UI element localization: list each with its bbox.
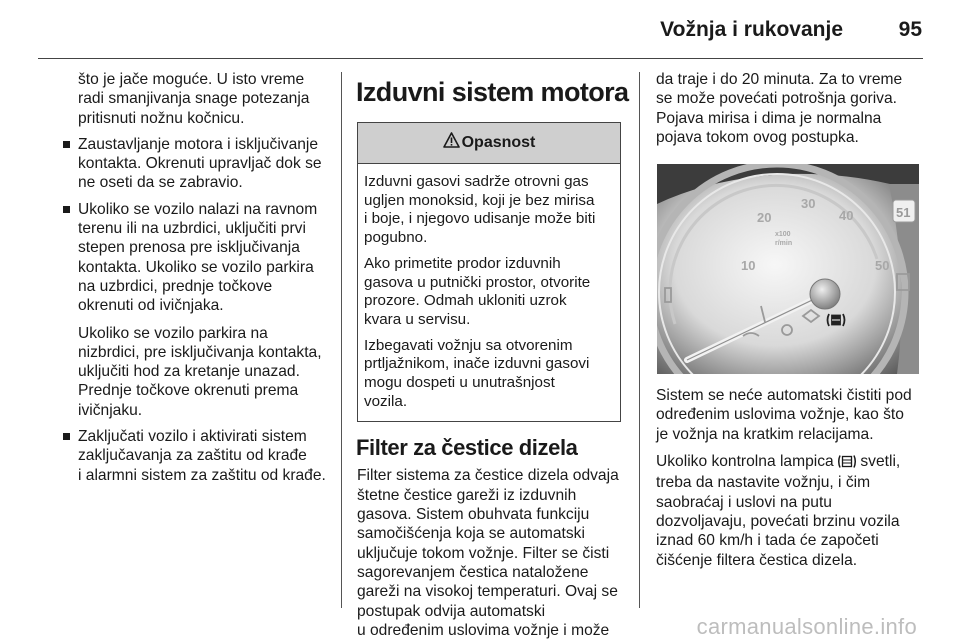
header-rule [38,58,923,59]
list-item-text: Zaustavljanje motora i isključivanje kontakta. Okrenuti upravljač dok se ne oseti da se zabravio. [78,135,322,192]
warning-lamp-paragraph [656,452,926,570]
danger-paragraph: Ako primetite prodor izduvnih gasova u putnički prostor, otvorite prozore. Odmah ukloniti uzrok kvara u servisu. [364,254,591,328]
gauge-unit: x100 [775,231,791,239]
warning-triangle-icon [443,132,460,153]
warning-lamp-text-rest: treba da nastavite vožnju, i čim saobraćaj i uslovi na putu dozvoljavaju, povećati brzinu vozila iznad 60 km/h i tada će započeti čišćenje filtera čestica dizela. [656,474,900,569]
diesel-particle-filter-icon [838,454,856,473]
danger-body [358,164,620,421]
list-item-lock-vehicle [62,427,328,485]
bullet-icon [63,433,70,440]
gauge-number: 40 [839,208,854,224]
chapter-title: Vožnja i rukovanje [660,18,843,41]
list-item-subtext: Ukoliko se vozilo parkira na nizbrdici, pre isključivanja kontakta, uključiti hod za kretanje unazad. Prednje točkove okrenuti prema ivičnjaku. [78,324,322,419]
continued-paragraph: da traje i do 20 minuta. Za to vreme se može povećati potrošnja goriva. Pojava mirisa i dima je normalna pojava tokom ovog postupka. [656,71,903,146]
warning-lamp-text-start: Ukoliko kontrolna lampica [656,453,834,471]
list-item-text: Zaključati vozilo i aktivirati sistem zaključavanja za zaštitu od krađe i alarmni sistem za zaštitu od krađe. [78,428,326,484]
gauge-unit-sub: r/min [775,240,793,248]
list-item-ignition-off [62,135,328,193]
page-number: 95 [898,18,922,41]
danger-header [358,123,620,164]
column-2 [356,70,629,640]
list-item-gear-selection [62,200,328,420]
danger-title: Opasnost [461,134,536,152]
danger-paragraph: Izduvni gasovi sadrže otrovni gas ugljen monoksid, koji je bez mirisa i boje, i njegovo udisanje može biti pogubno. [364,173,596,247]
bullet-icon [63,206,70,213]
subsection-title: Filter za čestice dizela [356,435,578,461]
column-3 [656,70,926,570]
column-1 [62,70,328,485]
danger-box [357,122,621,422]
gauge-number: 20 [757,210,772,226]
instrument-cluster-photo [657,164,919,374]
column-divider-1 [341,72,342,608]
list-item-text: Ukoliko se vozilo nalazi na ravnom terenu ili na uzbrdici, uključiti prvi stepen prenosa pre isključivanja kontakta. Ukoliko se vozilo parkira na uzbrdici, prednje točkove okrenuti od ivičnjaka. [78,200,318,315]
lead-paragraph: što je jače moguće. U isto vreme radi smanjivanja snage potezanja pritisnuti nožnu kočnicu. [78,71,310,127]
danger-paragraph: Izbegavati vožnju sa otvorenim prtljažnikom, inače izduvni gasovi mogu dospeti u unutrašnjost vozila. [364,336,590,410]
section-title: Izduvni sistem motora [356,77,629,107]
gauge-number: 50 [875,258,890,274]
watermark: carmanualsonline.info [696,614,917,639]
gauge-number: 30 [801,196,816,212]
filter-paragraph: Filter sistema za čestice dizela odvaja štetne čestice gareži iz izduvnih gasova. Sistem obuhvata funkciju samočišćenja koja se automatski uključuje tokom vožnje. Filter se čisti sagorevanjem čestica nataložene gareži na visokoj temperaturi. Ovaj se postupak odvija automatski u određenim uslovima vožnje i može [357,467,619,639]
side-display-number: 51 [896,205,911,221]
page-header [0,0,960,62]
gauge-number: 10 [741,258,756,274]
cleaning-paragraph: Sistem se neće automatski čistiti pod određenim uslovima vožnje, kao što je vožnja na kratkim relacijama. [656,387,912,443]
column-divider-2 [639,72,640,608]
warning-lamp-text-end: svetli, [860,453,901,471]
bullet-icon [63,141,70,148]
